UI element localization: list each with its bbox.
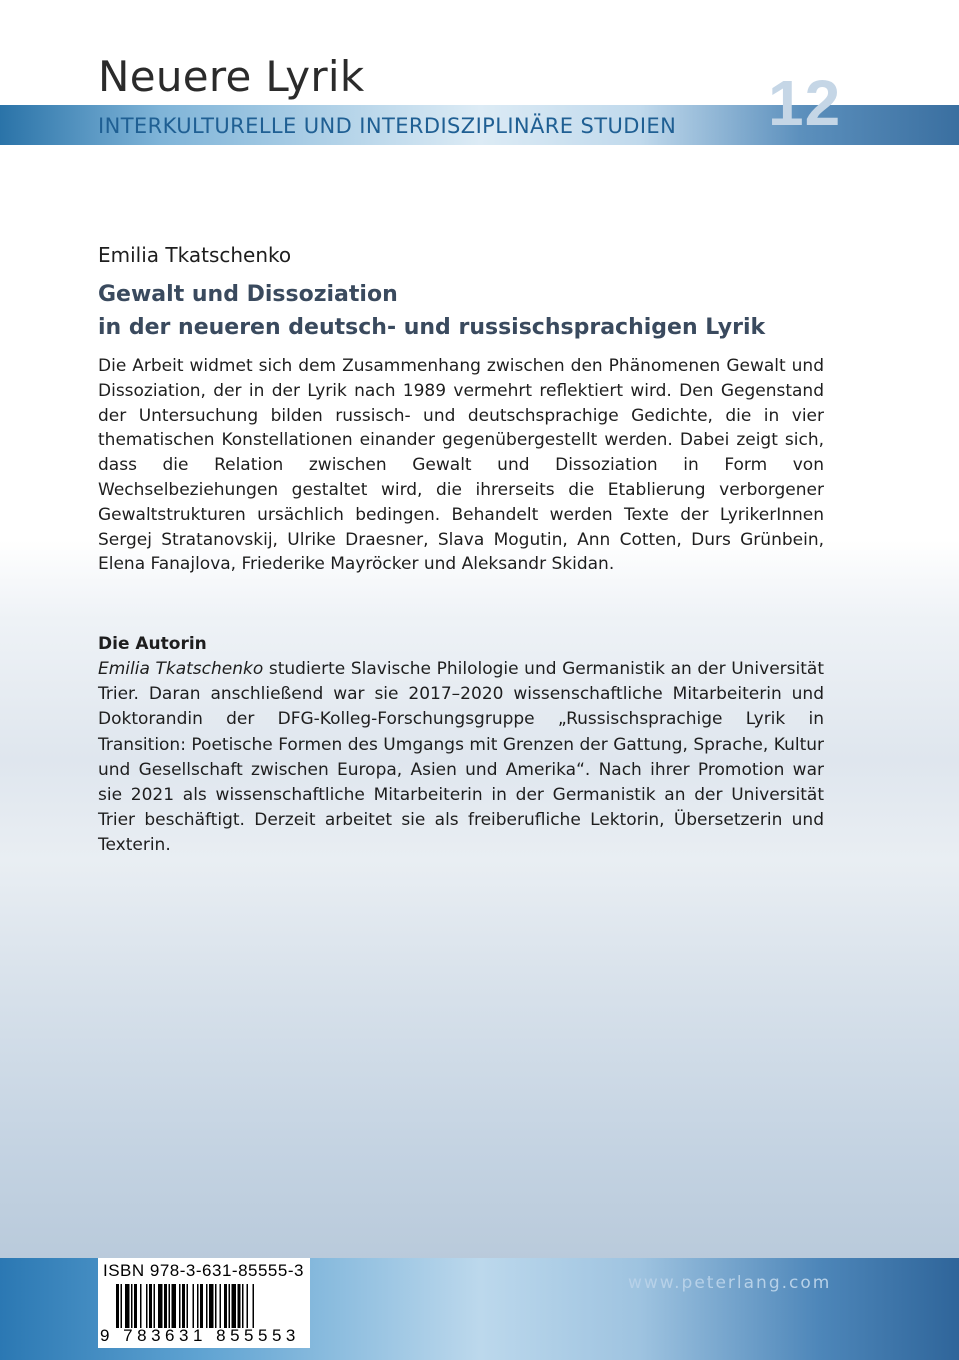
series-title: Neuere Lyrik — [98, 52, 365, 101]
barcode-icon — [116, 1284, 304, 1328]
book-author: Emilia Tkatschenko — [98, 243, 292, 267]
author-bio-name: Emilia Tkatschenko — [98, 659, 264, 679]
book-title-line1: Gewalt und Dissoziation — [98, 282, 398, 307]
series-subtitle: INTERKULTURELLE UND INTERDISZIPLINÄRE STUDIEN — [98, 114, 677, 138]
isbn-label: ISBN 978-3-631-85555-3 — [103, 1261, 304, 1280]
author-bio-heading: Die Autorin — [98, 634, 207, 654]
book-title — [98, 278, 765, 344]
volume-number: 12 — [768, 67, 842, 139]
barcode-digits: 9 783631 855553 — [100, 1326, 300, 1345]
book-title-line2: in der neueren deutsch- und russischsprachigen Lyrik — [98, 315, 766, 340]
isbn-barcode-box — [98, 1258, 310, 1348]
author-bio-text: studierte Slavische Philologie und Germanistik an der Universität Trier. Daran anschließend war sie 2017–2020 wissenschaftliche Mitarbeiterin und Doktorandin der DFG-Kolleg-Forschungsgruppe „Russischsprachige Lyrik in Transition: Poetische Formen des Umgangs mit Grenzen der Gattung, Sprache, Kultur und Gesellschaft zwischen Europa, Asien und Amerika“. Nach ihrer Promotion war sie 2021 als wissenschaftliche Mitarbeiterin in der Germanistik an der Universität Trier beschäftigt. Derzeit arbeitet sie als freiberufliche Lektorin, Übersetzerin und Texterin. — [98, 659, 824, 856]
author-bio — [98, 657, 824, 859]
book-blurb: Die Arbeit widmet sich dem Zusammenhang zwischen den Phänomenen Gewalt und Dissoziation, der in der Lyrik nach 1989 vermehrt reflektiert wird. Den Gegenstand der Untersuchung bilden russisch- und deutschsprachige Gedichte, die in vier thematischen Konstellationen einander gegenübergestellt werden. Dabei zeigt sich, dass die Relation zwischen Gewalt und Dissoziation in Form von Wechselbeziehungen gestaltet wird, die ihrerseits die Etablierung verborgener Gewaltstrukturen ursächlich bedingen. Behandelt werden Texte der LyrikerInnen Sergej Stratanovskij, Ulrike Draesner, Slava Mogutin, Ann Cotten, Durs Grünbein, Elena Fanajlova, Friederike Mayröcker und Aleksandr Skidan. — [98, 356, 824, 575]
publisher-website[interactable]: www.peterlang.com — [628, 1273, 832, 1293]
